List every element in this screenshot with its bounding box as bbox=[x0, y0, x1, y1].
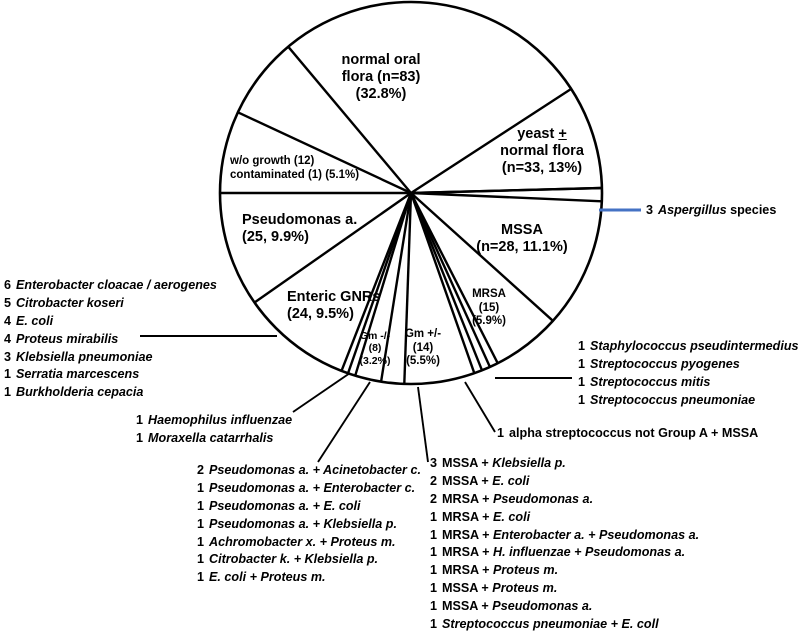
gnr-combo-item bbox=[197, 498, 421, 516]
gm-pos-neg-item-count: 1 bbox=[430, 545, 438, 560]
gnr-combo-item-species: Pseudomonas a. + Klebsiella p. bbox=[209, 516, 397, 531]
gm-pos-neg-item-species: Pseudomonas a. bbox=[492, 599, 593, 613]
enteric-gnr-item bbox=[4, 384, 217, 402]
gm-pos-neg-item-species: Enterobacter a. + Pseudomonas a. bbox=[492, 527, 700, 542]
gnr-combo-item-count: 1 bbox=[197, 570, 205, 585]
slice-label-gm-pos-neg-line3: (5.5%) bbox=[406, 355, 440, 368]
gm-pos-neg-item-species: E. coli bbox=[492, 509, 531, 524]
callout-aspergillus-name: Aspergillus bbox=[658, 203, 727, 217]
enteric-gnr-item-count: 5 bbox=[4, 295, 12, 310]
gm-pos-neg-item bbox=[430, 509, 699, 527]
callout-enteric-gnr-list bbox=[4, 277, 217, 402]
callout-aspergillus-count: 3 bbox=[646, 203, 654, 217]
plus-minus-symbol: + bbox=[558, 126, 567, 142]
gnr-combo-item bbox=[197, 534, 421, 552]
gm-pos-neg-item-count: 3 bbox=[430, 456, 438, 470]
leader-gm-pos-neg bbox=[418, 387, 428, 462]
strep-item-count: 1 bbox=[578, 374, 586, 389]
gm-pos-neg-item-count: 1 bbox=[430, 509, 438, 524]
slice-label-yeast-line2: normal flora bbox=[500, 143, 584, 160]
strep-item-count: 1 bbox=[578, 339, 586, 353]
gm-pos-neg-item-species: Proteus m. bbox=[492, 581, 558, 596]
slice-label-pseudomonas-line2: (25, 9.9%) bbox=[242, 229, 309, 246]
slice-label-yeast-line3: (n=33, 13%) bbox=[501, 160, 583, 177]
enteric-gnr-item-species: Burkholderia cepacia bbox=[16, 385, 144, 400]
gm-pos-neg-item-species: E. coli bbox=[492, 473, 530, 488]
leader-gnr-combo bbox=[318, 382, 370, 462]
gm-neg-neg-item-species: Moraxella catarrhalis bbox=[148, 430, 274, 445]
gnr-combo-item-species: Pseudomonas a. + Enterobacter c. bbox=[209, 480, 416, 495]
gm-pos-neg-item-species: Proteus m. bbox=[492, 563, 559, 578]
gm-pos-neg-item-prefix: MRSA + bbox=[442, 545, 493, 560]
gm-pos-neg-item-count: 1 bbox=[430, 527, 438, 542]
slice-label-enteric-gnrs bbox=[287, 289, 380, 323]
slice-label-normal-oral-flora bbox=[311, 52, 451, 103]
callout-gm-neg-neg-list bbox=[136, 412, 292, 448]
slice-label-yeast-word: yeast bbox=[517, 126, 559, 142]
gm-pos-neg-item bbox=[430, 491, 699, 509]
gm-pos-neg-item bbox=[430, 580, 699, 598]
slice-label-yeast-normal-flora bbox=[476, 126, 608, 177]
enteric-gnr-item bbox=[4, 277, 217, 295]
strep-item bbox=[578, 356, 799, 374]
slice-label-mssa-line1: MSSA bbox=[501, 222, 543, 238]
slice-label-gm-neg-neg bbox=[354, 330, 396, 367]
gnr-combo-item bbox=[197, 480, 421, 498]
enteric-gnr-item bbox=[4, 295, 217, 313]
slice-label-mrsa-line3: (5.9%) bbox=[472, 315, 506, 328]
gnr-combo-item-count: 1 bbox=[197, 480, 205, 495]
enteric-gnr-item bbox=[4, 366, 217, 384]
slice-label-wo-growth-line1: w/o growth (12) bbox=[230, 155, 315, 167]
enteric-gnr-item-count: 4 bbox=[4, 313, 12, 328]
gnr-combo-item-species: Citrobacter k. + Klebsiella p. bbox=[209, 552, 379, 567]
slice-label-mssa bbox=[466, 222, 578, 256]
callout-aspergillus bbox=[646, 202, 776, 220]
slice-label-normal-oral-flora-line1: normal oral bbox=[341, 52, 421, 68]
slice-label-mrsa-line1: MRSA bbox=[472, 288, 506, 300]
enteric-gnr-item-species: Enterobacter cloacae / aerogenes bbox=[16, 278, 217, 292]
gm-pos-neg-item-count: 1 bbox=[430, 581, 438, 596]
gm-pos-neg-item bbox=[430, 562, 699, 580]
strep-item-species: Staphylococcus pseudintermedius bbox=[590, 339, 799, 353]
callout-gnr-combination-list bbox=[197, 462, 421, 587]
strep-item-count: 1 bbox=[578, 392, 586, 407]
gm-pos-neg-item-prefix: MRSA + bbox=[442, 491, 493, 506]
enteric-gnr-item-count: 1 bbox=[4, 367, 12, 382]
gm-pos-neg-item bbox=[430, 455, 699, 473]
slice-label-pseudomonas-line1: Pseudomonas a. bbox=[242, 212, 358, 228]
slice-label-enteric-gnrs-line1: Enteric GNRs bbox=[287, 289, 381, 305]
callout-strep-list bbox=[578, 338, 799, 410]
slice-label-gm-neg-neg-line3: (3.2%) bbox=[359, 354, 391, 367]
gm-pos-neg-item-species: Pseudomonas a. bbox=[492, 491, 594, 506]
gnr-combo-item bbox=[197, 551, 421, 569]
enteric-gnr-item-species: Citrobacter koseri bbox=[16, 295, 124, 310]
slice-label-gm-pos-neg-line2: (14) bbox=[412, 341, 434, 354]
gm-pos-neg-item-count: 1 bbox=[430, 563, 438, 578]
gnr-combo-item-count: 1 bbox=[197, 516, 205, 531]
gm-pos-neg-item-count: 1 bbox=[430, 599, 438, 613]
enteric-gnr-item-species: Serratia marcescens bbox=[16, 367, 140, 382]
strep-item-count: 1 bbox=[578, 356, 586, 371]
enteric-gnr-item-species: E. coli bbox=[16, 313, 54, 328]
gnr-combo-item-count: 1 bbox=[197, 552, 205, 567]
gm-pos-neg-item-prefix: MRSA + bbox=[442, 509, 493, 524]
enteric-gnr-item-count: 6 bbox=[4, 278, 12, 292]
gm-pos-neg-item-count: 2 bbox=[430, 491, 438, 506]
gm-neg-neg-item bbox=[136, 430, 292, 448]
gm-neg-neg-item-species: Haemophilus influenzae bbox=[148, 413, 293, 427]
enteric-gnr-item-count: 4 bbox=[4, 331, 12, 346]
gnr-combo-item bbox=[197, 516, 421, 534]
enteric-gnr-item-species: Klebsiella pneumoniae bbox=[16, 349, 153, 364]
strep-item-species: Streptococcus mitis bbox=[590, 374, 711, 389]
callout-alpha-strep-text: alpha streptococcus not Group A + MSSA bbox=[509, 426, 759, 440]
slice-label-normal-oral-flora-line2: flora (n=83) bbox=[341, 69, 421, 86]
slice-label-yeast-line1 bbox=[476, 126, 608, 143]
slice-label-gm-pos-neg-line1: Gm +/- bbox=[404, 328, 442, 340]
gm-pos-neg-item-species: Klebsiella p. bbox=[492, 456, 566, 470]
gnr-combo-item-species: Achromobacter x. + Proteus m. bbox=[209, 534, 396, 549]
gnr-combo-item-species: Pseudomonas a. + Acinetobacter c. bbox=[209, 463, 421, 477]
gm-pos-neg-item-prefix: MSSA + bbox=[442, 599, 493, 613]
gm-pos-neg-item-count: 1 bbox=[430, 616, 438, 631]
callout-alpha-strep-count: 1 bbox=[497, 426, 505, 440]
gnr-combo-item-count: 2 bbox=[197, 463, 205, 477]
gm-pos-neg-item-count: 2 bbox=[430, 473, 438, 488]
slice-label-mssa-line2: (n=28, 11.1%) bbox=[476, 239, 568, 256]
leader-alpha-strep bbox=[465, 382, 495, 432]
gm-neg-neg-item-count: 1 bbox=[136, 430, 144, 445]
slice-label-enteric-gnrs-line2: (24, 9.5%) bbox=[287, 306, 354, 323]
strep-item bbox=[578, 338, 799, 356]
gnr-combo-item-species: Pseudomonas a. + E. coli bbox=[209, 498, 361, 513]
gm-pos-neg-item bbox=[430, 616, 699, 634]
slice-label-gm-pos-neg bbox=[398, 328, 448, 369]
gm-pos-neg-item bbox=[430, 544, 699, 562]
slice-label-mrsa bbox=[463, 288, 515, 329]
enteric-gnr-item-count: 3 bbox=[4, 349, 12, 364]
callout-gm-pos-neg-list bbox=[430, 455, 699, 634]
gm-pos-neg-item bbox=[430, 473, 699, 491]
gnr-combo-item-species: E. coli + Proteus m. bbox=[209, 570, 326, 585]
callout-aspergillus-suffix: species bbox=[726, 203, 777, 217]
gm-pos-neg-item-prefix: MSSA + bbox=[442, 581, 493, 596]
enteric-gnr-item bbox=[4, 349, 217, 367]
gm-neg-neg-item bbox=[136, 412, 292, 430]
gnr-combo-item bbox=[197, 462, 421, 480]
enteric-gnr-item bbox=[4, 313, 217, 331]
gm-neg-neg-item-count: 1 bbox=[136, 413, 144, 427]
slice-label-wo-growth-line2: contaminated (1) (5.1%) bbox=[230, 168, 360, 181]
gm-pos-neg-item-prefix: MRSA + bbox=[442, 527, 493, 542]
gnr-combo-item-count: 1 bbox=[197, 498, 205, 513]
strep-item bbox=[578, 374, 799, 392]
enteric-gnr-item-species: Proteus mirabilis bbox=[16, 331, 119, 346]
gm-pos-neg-item-prefix: MSSA + bbox=[442, 473, 493, 488]
gnr-combo-item bbox=[197, 569, 421, 587]
slice-label-mrsa-line2: (15) bbox=[478, 301, 500, 314]
enteric-gnr-item-count: 1 bbox=[4, 385, 12, 400]
slice-label-gm-neg-neg-line2: (8) bbox=[368, 342, 382, 355]
strep-item-species: Streptococcus pyogenes bbox=[590, 356, 740, 371]
gm-pos-neg-item-prefix: MRSA + bbox=[442, 563, 493, 578]
gnr-combo-item-count: 1 bbox=[197, 534, 205, 549]
enteric-gnr-item bbox=[4, 331, 217, 349]
slice-label-pseudomonas bbox=[242, 212, 357, 246]
gm-pos-neg-item-species: H. influenzae + Pseudomonas a. bbox=[492, 545, 686, 560]
gm-pos-neg-item bbox=[430, 527, 699, 545]
gm-pos-neg-item bbox=[430, 598, 699, 616]
leader-gm-neg-neg bbox=[293, 373, 350, 412]
strep-item bbox=[578, 392, 799, 410]
gm-pos-neg-item-prefix: MSSA + bbox=[442, 456, 493, 470]
callout-alpha-streptococcus bbox=[497, 425, 758, 443]
gm-pos-neg-item-species: Streptococcus pneumoniae + E. coll bbox=[442, 616, 659, 631]
slice-label-wo-growth bbox=[230, 155, 359, 182]
slice-label-gm-neg-neg-line1: Gm -/- bbox=[359, 330, 391, 342]
strep-item-species: Streptococcus pneumoniae bbox=[590, 392, 756, 407]
slice-label-normal-oral-flora-line3: (32.8%) bbox=[355, 86, 407, 103]
